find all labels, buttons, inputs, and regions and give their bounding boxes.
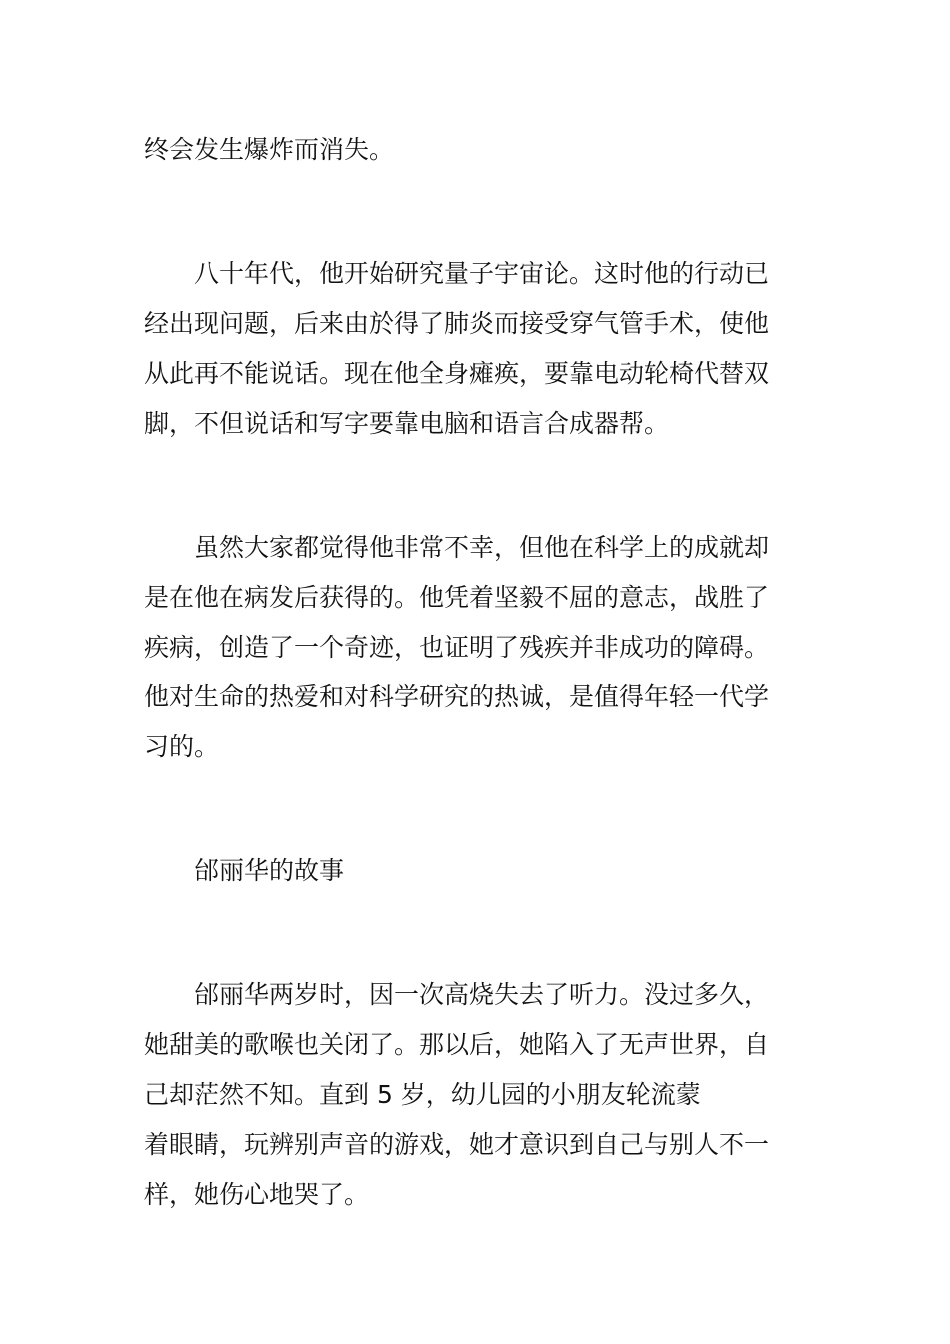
paragraph-line: 她甜美的歌喉也关闭了。那以后，她陷入了无声世界，自 [144,1030,770,1059]
paragraph-line: 样，她伤心地哭了。 [144,1180,370,1209]
paragraph-line: 八十年代，他开始研究量子宇宙论。这时他的行动已 [194,259,770,288]
paragraph-line: 经出现问题，后来由於得了肺炎而接受穿气管手术，使他 [144,309,770,338]
paragraph-line: 疾病，创造了一个奇迹，也证明了残疾并非成功的障碍。 [144,633,770,662]
paragraph-line: 终会发生爆炸而消失。 [144,135,395,164]
paragraph-line: 从此再不能说话。现在他全身瘫痪，要靠电动轮椅代替双 [144,359,770,388]
paragraph-line: 己却茫然不知。直到 5 岁，幼儿园的小朋友轮流蒙 [144,1080,701,1109]
paragraph-line: 虽然大家都觉得他非常不幸，但他在科学上的成就却 [194,533,770,562]
paragraph-line: 习的。 [144,732,220,761]
paragraph-line: 邰丽华两岁时，因一次高烧失去了听力。没过多久， [194,980,770,1009]
paragraph-line: 是在他在病发后获得的。他凭着坚毅不屈的意志，战胜了 [144,583,770,612]
section-heading: 邰丽华的故事 [194,856,345,885]
paragraph-line: 着眼睛，玩辨别声音的游戏，她才意识到自己与别人不一 [144,1130,770,1159]
paragraph-line: 脚，不但说话和写字要靠电脑和语言合成器帮。 [144,409,670,438]
paragraph-line: 他对生命的热爱和对科学研究的热诚，是值得年轻一代学 [144,682,770,711]
